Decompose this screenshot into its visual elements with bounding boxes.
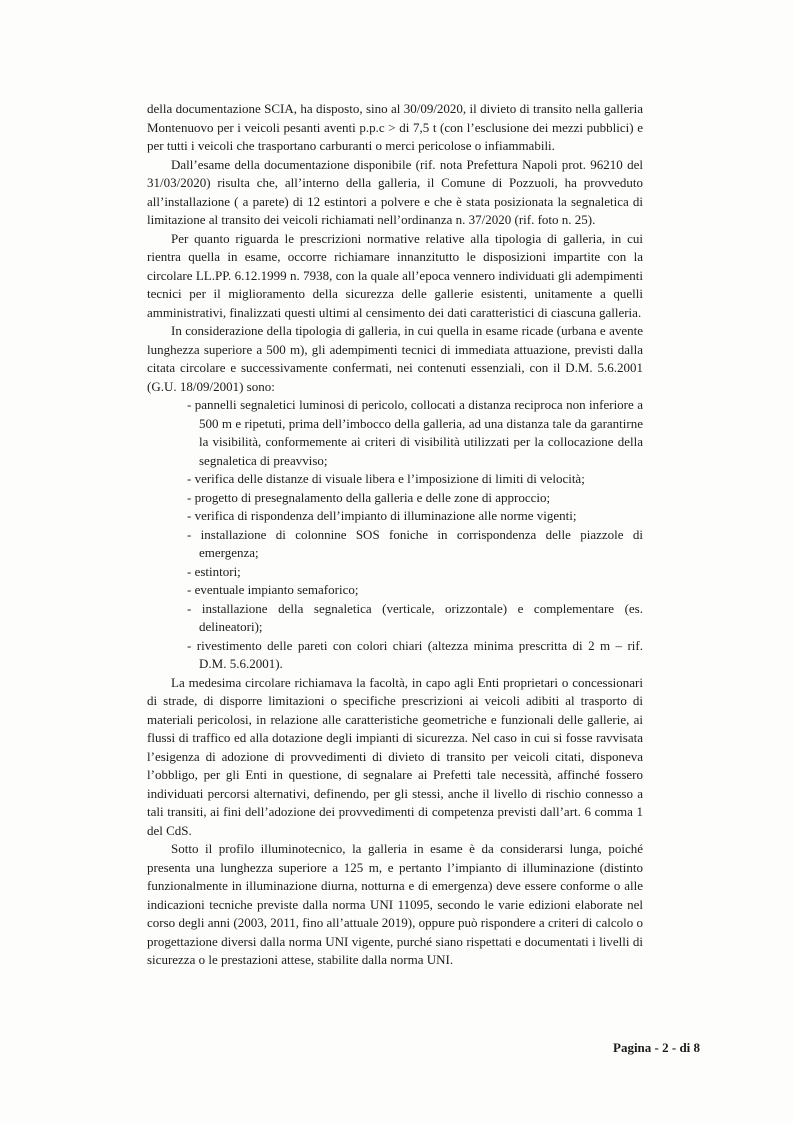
list-item: - installazione della segnaletica (verticale, orizzontale) e complementare (es. delineatori); [187,600,643,634]
requirements-list [147,396,643,674]
paragraph: Per quanto riguarda le prescrizioni normative relative alla tipologia di galleria, in cui rientra quella in esame, occorre richiamare innanzitutto le disposizioni impartite con la circolare LL.PP. 6.12.1999 n. 7938, con la quale all’epoca vennero individuati gli adempimenti tecnici per il miglioramento della sicurezza delle gallerie esistenti, unitamente a quelli amministrativi, finalizzati questi ultimi al censimento dei dati caratteristici di ciascuna galleria. [147,230,643,320]
list-item: - installazione di colonnine SOS foniche in corrispondenza delle piazzole di emergenza; [187,526,643,560]
list-item: - rivestimento delle pareti con colori chiari (altezza minima prescritta di 2 m – rif. D.M. 5.6.2001). [187,637,643,671]
paragraph-continuation: della documentazione SCIA, ha disposto, sino al 30/09/2020, il divieto di transito nella galleria Montenuovo per i veicoli pesanti aventi p.p.c > di 7,5 t (con l’esclusione dei mezzi pubblici) e per tutti i veicoli che trasportano carburanti o merci pericolose o infiammabili. [147,101,643,153]
paragraph: In considerazione della tipologia di galleria, in cui quella in esame ricade (urbana e avente lunghezza superiore a 500 m), gli adempimenti tecnici di immediata attuazione, previsti dalla citata circolare e successivamente confermati, nei contenuti essenziali, con il D.M. 5.6.2001 (G.U. 18/09/2001) sono: [147,323,643,394]
page-number: Pagina - 2 - di 8 [613,1040,701,1055]
document-body [147,100,643,970]
list-item: - progetto di presegnalamento della galleria e delle zone di approccio; [187,489,551,505]
paragraph: La medesima circolare richiamava la facoltà, in capo agli Enti proprietari o concessionari di strade, di disporre limitazioni o specifiche prescrizioni ai veicoli adibiti al trasporto di materiali pericolosi, in relazione alle caratteristiche geometriche e funzionali delle gallerie, ai flussi di traffico ed alla dotazione degli impianti di sicurezza. Nel caso in cui si fosse ravvisata l’esigenza di adozione di provvedimenti di divieto di transito per veicoli citati, disponeva l’obbligo, per gli Enti in questione, di segnalare ai Prefetti tale necessità, affinché fossero individuati percorsi alternativi, definendo, per gli stessi, anche il livello di rischio connesso a tali transiti, ai fini dell’adozione dei provvedimenti di competenza previsti dall’art. 6 comma 1 del CdS. [147,674,643,838]
list-item: - eventuale impianto semaforico; [187,582,359,597]
list-item: - verifica di rispondenza dell’impianto di illuminazione alle norme vigenti; [187,508,577,523]
paragraph: Dall’esame della documentazione disponibile (rif. nota Prefettura Napoli prot. 96210 del 31/03/2020) risulta che, all’interno della galleria, il Comune di Pozzuoli, ha provveduto all’installazione ( a parete) di 12 estintori a polvere e che è stata posizionata la segnaletica di limitazione al transito dei veicoli richiamati nell’ordinanza n. 37/2020 (rif. foto n. 25). [147,156,643,227]
list-item: - verifica delle distanze di visuale libera e l’imposizione di limiti di velocità; [187,471,585,486]
list-item: - pannelli segnaletici luminosi di pericolo, collocati a distanza reciproca non inferiore a 500 m e ripetuti, prima dell’imbocco della galleria, ad una distanza tale da garantirne la visibilità, conformemente ai criteri di visibilità utilizzati per la collocazione della segnaletica di preavviso; [187,397,643,468]
list-item: - estintori; [187,563,241,579]
paragraph: Sotto il profilo illuminotecnico, la galleria in esame è da considerarsi lunga, poiché presenta una lunghezza superiore a 125 m, e pertanto l’impianto di illuminazione (distinto funzionalmente in illuminazione diurna, notturna e di emergenza) deve essere conforme o alle indicazioni tecniche previste dalla norma UNI 11095, secondo le varie edizioni elaborate nel corso degli anni (2003, 2011, fino all’attuale 2019), oppure può rispondere a criteri di calcolo o progettazione diversi dalla norma UNI vigente, purché siano rispettati e documentati i livelli di sicurezza o le prestazioni attese, stabilite dalla norma UNI. [147,841,643,967]
